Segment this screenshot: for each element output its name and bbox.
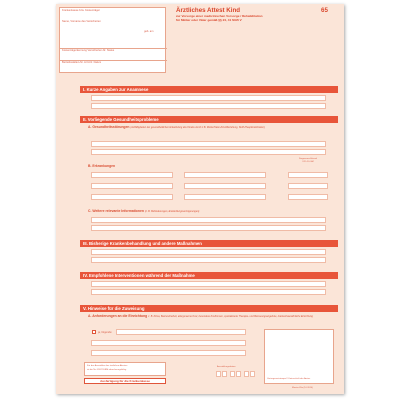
disease-field[interactable] [184, 172, 266, 178]
billing-note-line-1: Für das Ausstellen des ärztlichen Attestes [87, 365, 128, 367]
insurance-ids-label: Kostenträgerkennung Versicherten-Nr. Status [62, 49, 115, 52]
practice-ids-label: Betriebsstätten-Nr. Arzt-Nr. Datum [62, 61, 102, 64]
section-prior-treatment-header: III. Bisherige Krankenbehandlung und andere Maßnahmen [80, 240, 338, 247]
form-subtitle-line-2: für Mütter oder Väter gemäß §§ 24, 41 SGB V [176, 17, 242, 22]
further-info-field[interactable] [91, 225, 326, 231]
further-info-label [88, 209, 199, 214]
anamnesis-field[interactable] [91, 103, 326, 109]
patient-address-box[interactable] [59, 7, 166, 73]
date-digit-box[interactable] [222, 371, 227, 377]
form-edition-label: Muster 65a (10.2014) [292, 387, 313, 389]
facility-requirements-field[interactable] [116, 329, 246, 335]
date-digit-box[interactable] [236, 371, 241, 377]
diseases-label: B. Erkrankungen [88, 164, 116, 168]
section-anamnesis-header: I. Kurze Angaben zur Anamnese [80, 86, 338, 93]
date-digit-box[interactable] [250, 371, 255, 377]
form-subtitle-line-1: zur Vorsorge einer medizinischen Vorsorge / Rehabilitation [176, 14, 263, 18]
form-title: Ärztliches Attest Kind [176, 7, 241, 14]
anamnesis-field[interactable] [91, 95, 326, 101]
billing-note-line-2: ist die Nr. 01622 EBM abrechnungsfähig [87, 369, 127, 371]
further-info-description: (z. B. Behinderungen, Entwicklungsverzögerungen) [144, 210, 200, 213]
attest-form-sheet [56, 4, 344, 394]
health-disorders-field[interactable] [91, 141, 326, 147]
facility-requirements-checkbox[interactable] [92, 330, 96, 334]
facility-requirements-description: z. B. Klima, Barrierefreiheit, allergenarme Kost, besondere Kostformen, spezialisierte Therapie- und Betreuungsangebote, krankenhausähnliche Einrichtung [148, 315, 313, 318]
prior-treatment-field[interactable] [91, 257, 326, 263]
disease-field[interactable] [91, 172, 173, 178]
insurer-copy-label: Ausfertigung für die Krankenkasse [84, 378, 166, 384]
date-digit-box[interactable] [244, 371, 249, 377]
section-referral-header: V. Hinweise für die Zuweisung [80, 305, 338, 312]
interventions-field[interactable] [91, 281, 326, 287]
form-number: 65 [321, 7, 328, 14]
disease-field[interactable] [91, 194, 173, 200]
icd-code-label: ICD-10-GM [302, 160, 314, 163]
icd-code-field[interactable] [288, 183, 328, 189]
further-info-title: C. Weitere relevante Informationen [88, 209, 144, 213]
health-disorders-label [88, 125, 338, 130]
further-info-field[interactable] [91, 217, 326, 223]
health-disorders-description: (Auffälligkeiten der gesundheitlichen Entwicklung des Kindes durch z.B. Mutter/Vater-Kind-Beziehung, Stoff-/Hauptkrankheiten) [130, 126, 265, 129]
doctor-stamp-signature-box[interactable] [264, 329, 334, 384]
disease-field[interactable] [91, 183, 173, 189]
form-subtitle [176, 15, 263, 22]
checkbox-label: ja, folgende: [98, 331, 113, 334]
icd-code-field[interactable] [288, 194, 328, 200]
health-disorders-title: A. Gesundheitsstörungen [88, 125, 130, 129]
facility-requirements-label [88, 314, 328, 319]
interventions-field[interactable] [91, 289, 326, 295]
diagnosis-key-label [288, 158, 328, 163]
prior-treatment-field[interactable] [91, 249, 326, 255]
section-health-problems-header: II. Vorliegende Gesundheitsprobleme [80, 116, 338, 123]
disease-field[interactable] [184, 183, 266, 189]
facility-requirements-field[interactable] [91, 340, 246, 346]
section-interventions-header: IV. Empfohlene Interventionen während der Maßnahme [80, 272, 338, 279]
health-disorders-field[interactable] [91, 149, 326, 155]
issue-date-label: Ausstellungsdatum [217, 366, 236, 368]
date-digit-box[interactable] [230, 371, 235, 377]
facility-requirements-field[interactable] [91, 350, 246, 356]
billing-note-box [84, 362, 166, 376]
issue-date-boxes[interactable] [216, 371, 262, 377]
insured-name-label: Name, Vorname des Versicherten [62, 20, 101, 23]
facility-requirements-title: A. Anforderungen an die Einrichtung [88, 314, 148, 318]
date-digit-box[interactable] [216, 371, 221, 377]
icd-code-field[interactable] [288, 172, 328, 178]
diagnosis-key-title: Diagnoseschlüssel [298, 158, 318, 160]
disease-field[interactable] [184, 194, 266, 200]
insurer-label: Krankenkasse bzw. Kostenträger [62, 9, 100, 12]
birthdate-label: geb. am [144, 30, 154, 33]
signature-label: Vertragsarztstempel / Unterschrift des Arztes [267, 378, 311, 380]
